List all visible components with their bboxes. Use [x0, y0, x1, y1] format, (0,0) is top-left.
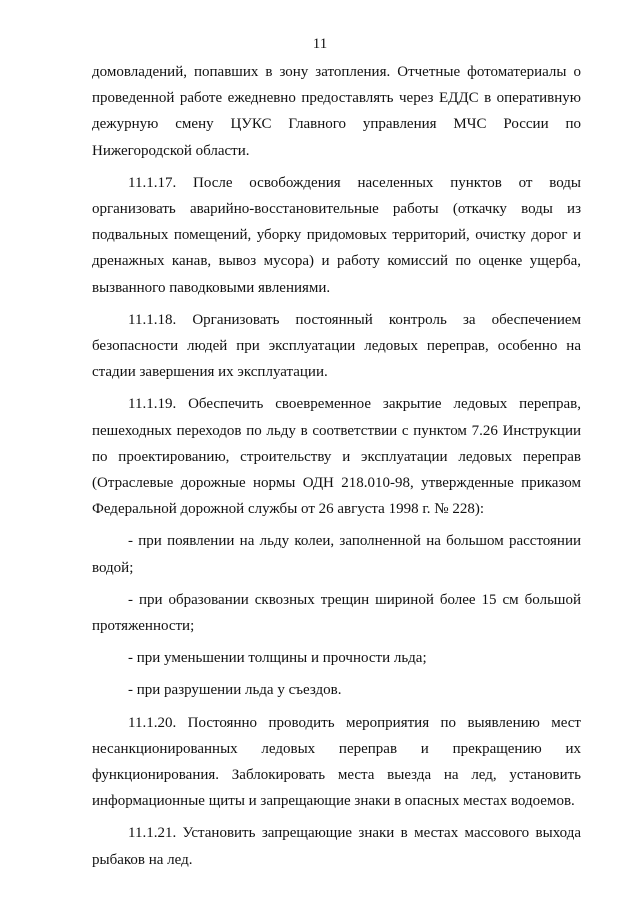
paragraph-11-1-21: 11.1.21. Установить запрещающие знаки в местах массового выхода рыбаков на лед. — [92, 825, 581, 868]
paragraph-11-1-18: 11.1.18. Организовать постоянный контроль за обеспечением безопасности людей при эксплуатации ледовых переправ, особенно на стадии завершения их эксплуатации. — [92, 311, 581, 381]
list-item-ice-destruction: - при разрушении льда у съездов. — [128, 682, 342, 699]
list-item-through-cracks: - при образовании сквозных трещин шириной более 15 см большой протяженности; — [92, 591, 581, 635]
document-body — [92, 59, 581, 879]
list-item-ice-thinning: - при уменьшении толщины и прочности льда; — [128, 650, 427, 667]
paragraph-11-1-19: 11.1.19. Обеспечить своевременное закрытие ледовых переправ, пешеходных переходов по льду в соответствии с пунктом 7.26 Инструкции по проектированию, строительству и эксплуатации ледовых переправ (Отраслевые дорожные нормы ОДН 218.010-98, утвержденные приказом Федеральной дорожной службы от 26 августа 1998 г. № 228): — [92, 396, 581, 518]
page-number: 11 — [312, 36, 328, 52]
paragraph-11-1-20: 11.1.20. Постоянно проводить мероприятия по выявлению мест несанкционированных ледовых переправ и прекращению их функционирования. Заблокировать места выезда на лед, установить информационные щиты и запрещающие знаки в опасных местах водоемов. — [92, 714, 581, 810]
list-item-rut-water: - при появлении на льду колеи, заполненной на большом расстоянии водой; — [92, 533, 581, 576]
paragraph-11-1-17: 11.1.17. После освобождения населенных пунктов от воды организовать аварийно-восстановительные работы (откачку воды из подвальных помещений, уборку придомовых территорий, очистку дорог и дренажных канав, вывоз мусора) и работу комиссий по оценке ущерба, вызванного паводковыми явлениями. — [92, 174, 581, 296]
paragraph-continuation: домовладений, попавших в зону затопления. Отчетные фотоматериалы о проведенной работе ежедневно предоставлять через ЕДДС в оперативную дежурную смену ЦУКС Главного управления МЧС России по Нижегородской области. — [92, 64, 581, 159]
